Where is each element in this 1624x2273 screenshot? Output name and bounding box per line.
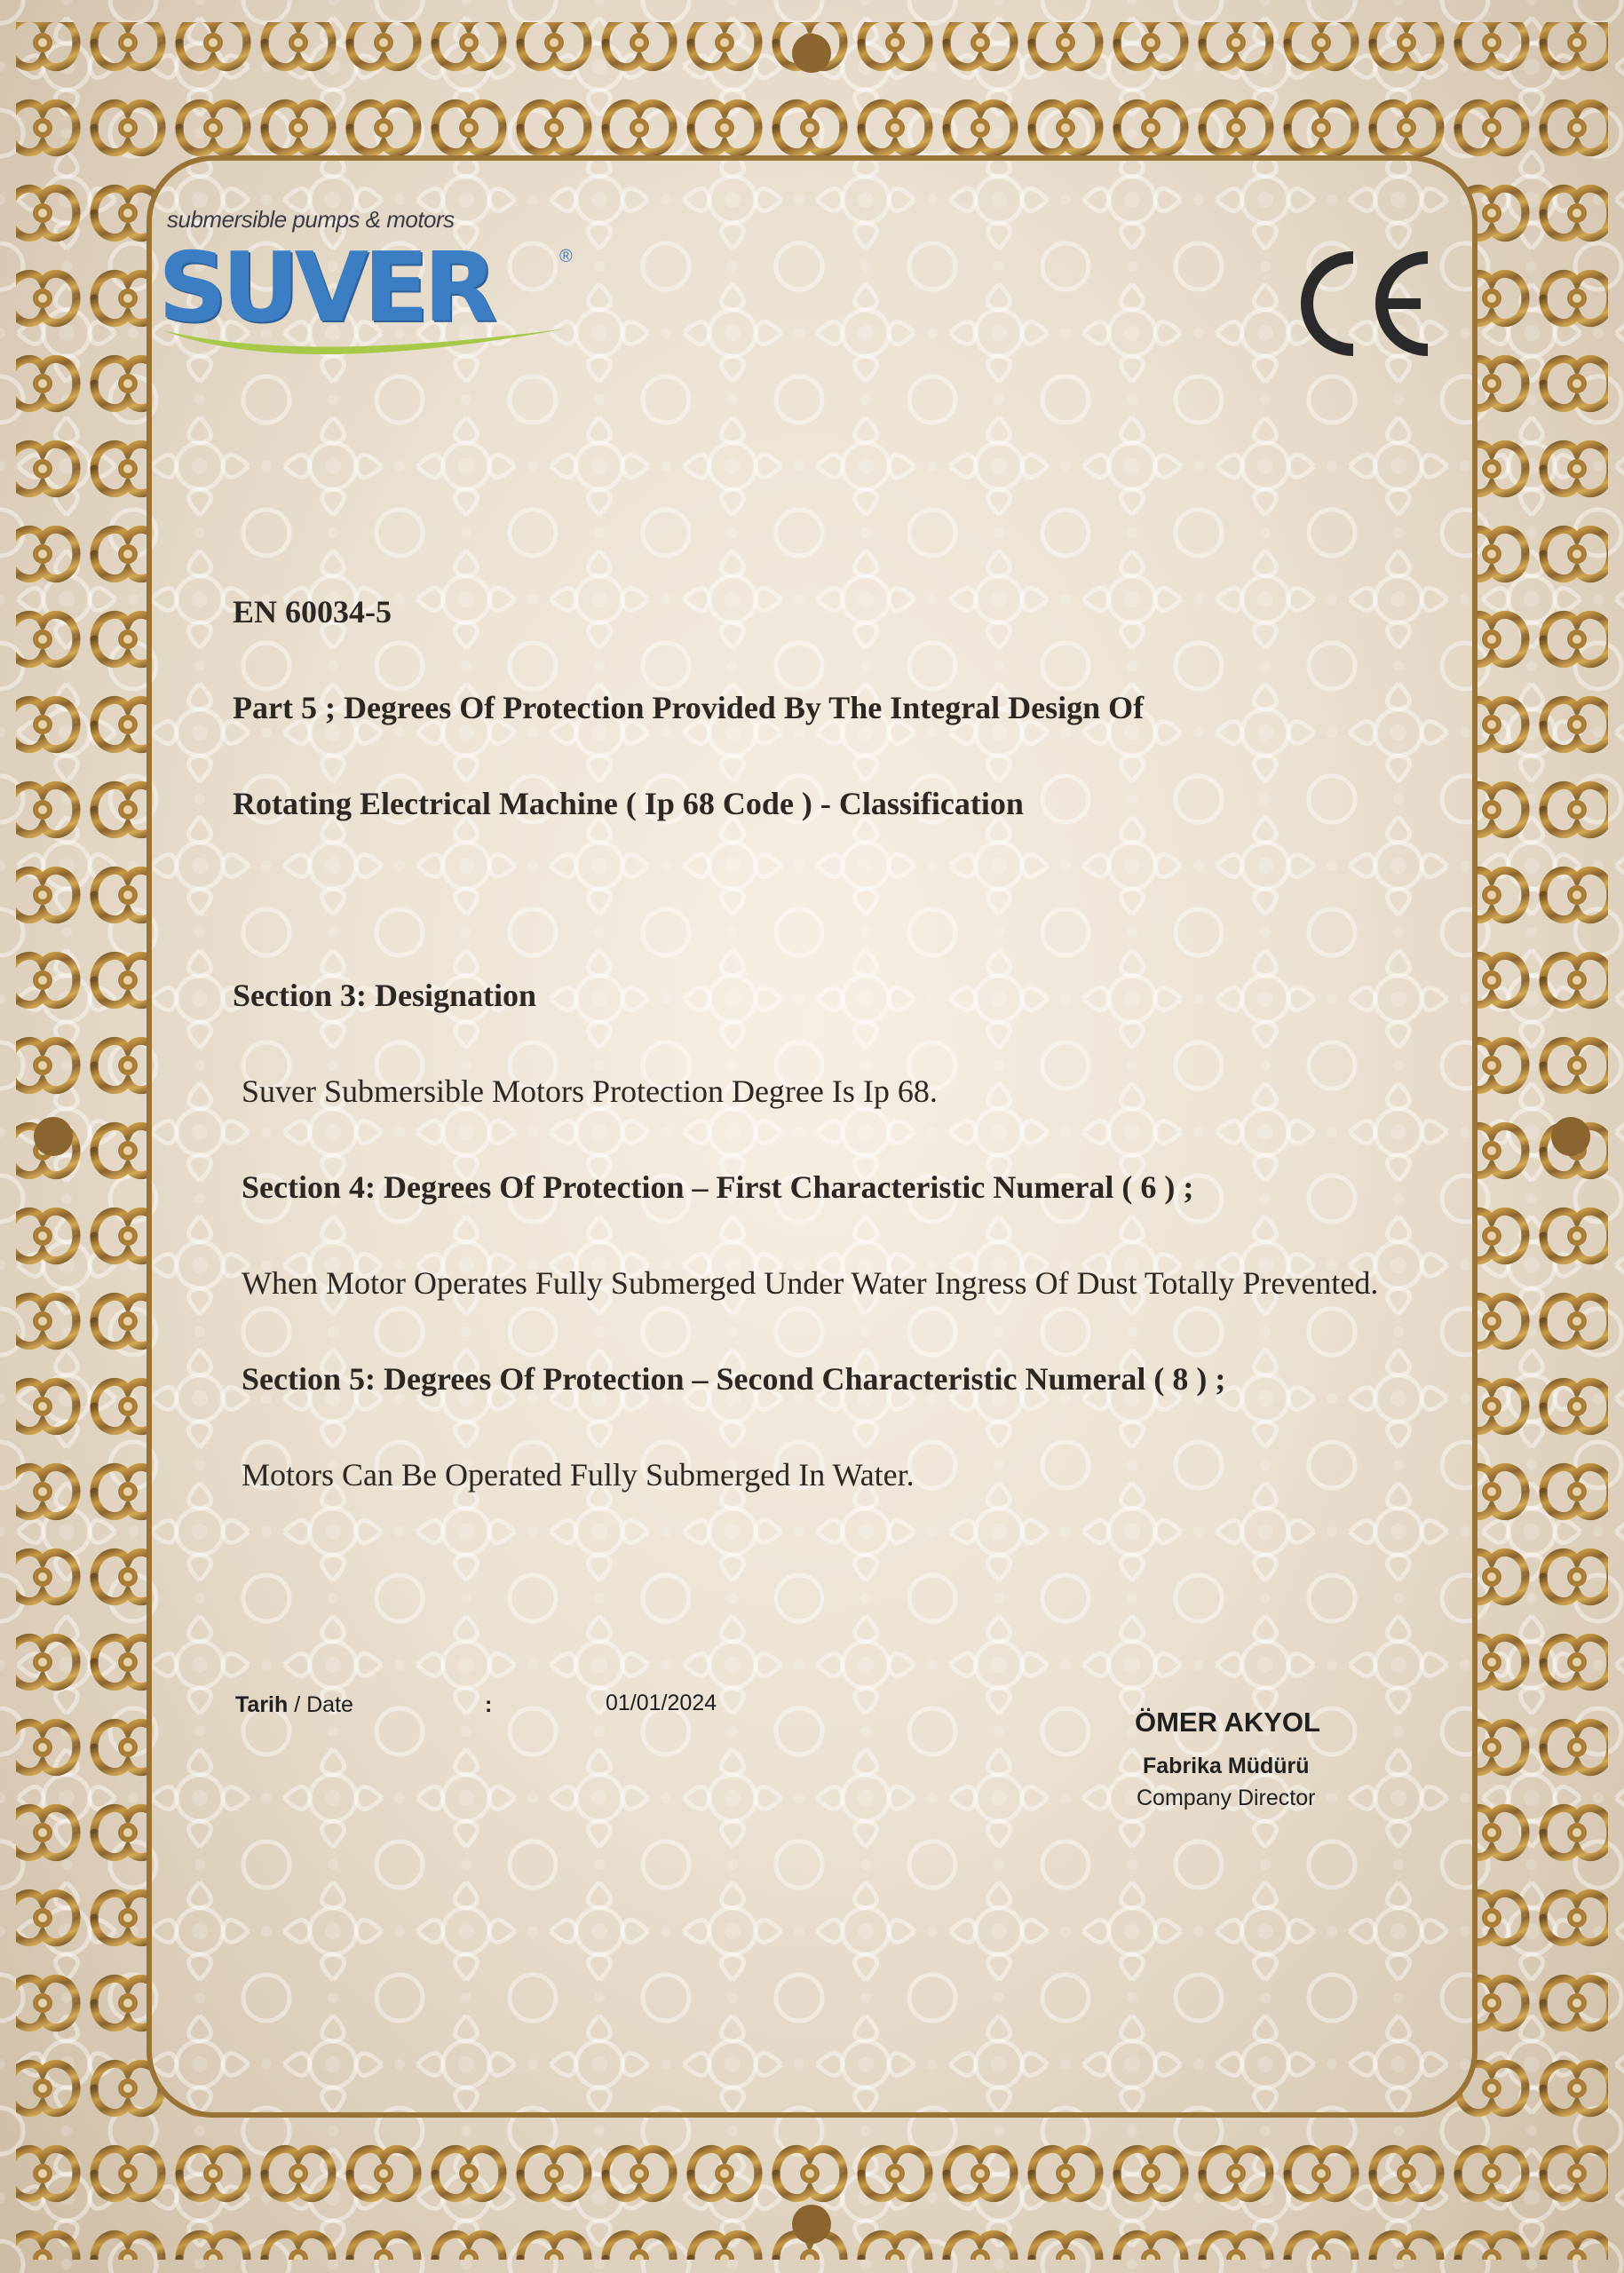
registered-mark: ® [559,247,573,266]
ce-mark-icon [1287,249,1438,359]
date-colon: : [485,1692,493,1717]
section-body: When Motor Operates Fully Submerged Under Water Ingress Of Dust Totally Prevented. [242,1265,1379,1301]
logo-wordmark: SUVER [158,233,493,344]
date-value: 01/01/2024 [606,1691,717,1715]
date-label-tr: Tarih [235,1692,289,1717]
section-body: Motors Can Be Operated Fully Submerged In Water. [242,1457,915,1493]
signatory-name: ÖMER AKYOL [1135,1707,1320,1738]
standard-code: EN 60034-5 [233,594,392,630]
logo-swoosh [158,313,575,375]
suver-logo [158,206,575,375]
standard-title-line2: Rotating Electrical Machine ( Ip 68 Code ) - Classification [233,786,1024,821]
section-body: Suver Submersible Motors Protection Degree Is Ip 68. [242,1073,938,1109]
section-heading: Section 4: Degrees Of Protection – First Characteristic Numeral ( 6 ) ; [242,1169,1194,1205]
date-label-separator: / [288,1692,307,1717]
section-heading: Section 3: Designation [233,978,536,1013]
date-label [235,1692,353,1718]
logo-tagline: submersible pumps & motors [167,206,455,233]
standard-title-line1: Part 5 ; Degrees Of Protection Provided By The Integral Design Of [233,690,1145,725]
section-heading: Section 5: Degrees Of Protection – Second Characteristic Numeral ( 8 ) ; [242,1361,1226,1397]
signatory-role-tr: Fabrika Müdürü [1143,1754,1310,1778]
date-label-en: Date [306,1692,353,1717]
signatory-role-en: Company Director [1137,1786,1316,1810]
